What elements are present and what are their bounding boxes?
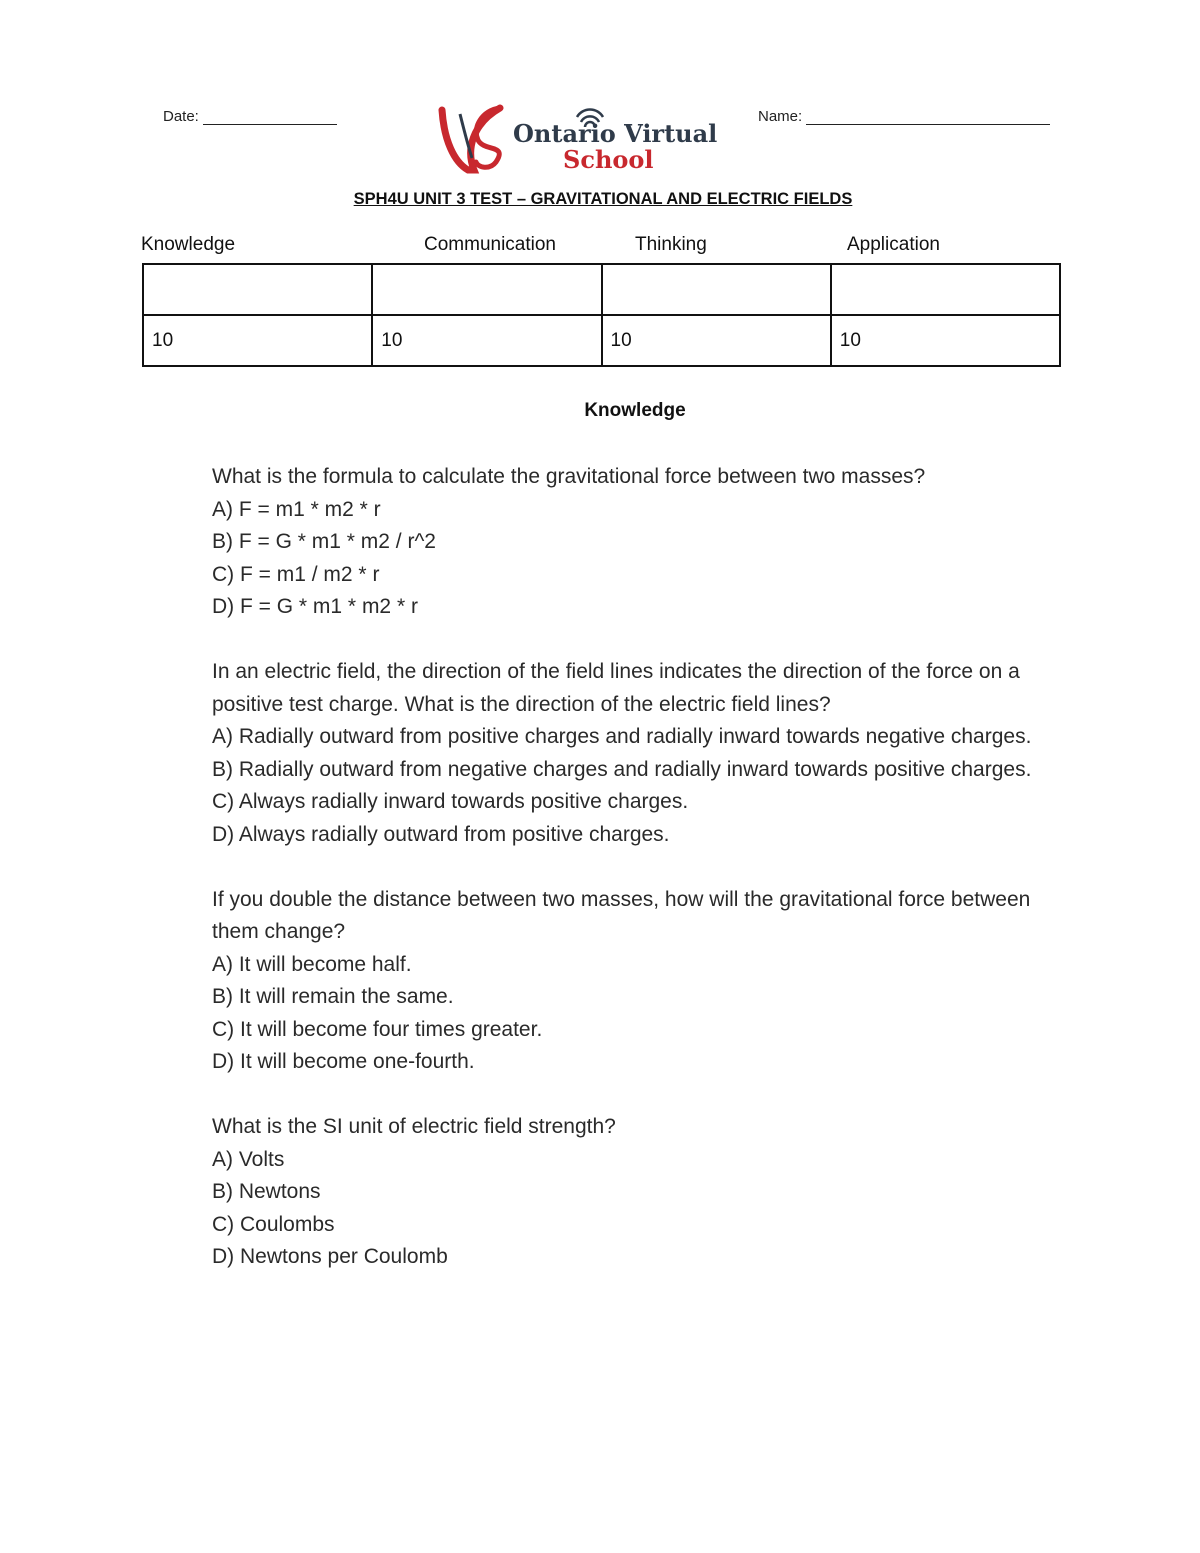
date-blank-line[interactable] [203,124,337,125]
score-cell-communication[interactable] [372,264,601,315]
question-text: What is the formula to calculate the gravitational force between two masses? [212,465,926,488]
section-title: Knowledge [584,400,686,421]
score-cell-thinking[interactable] [602,264,831,315]
answer-option: C) Always radially inward towards positive charges. [212,790,689,813]
question [212,884,1052,1079]
question [212,461,1052,624]
question-text: What is the SI unit of electric field strength? [212,1115,616,1138]
test-title: SPH4U UNIT 3 TEST – GRAVITATIONAL AND ELECTRIC FIELDS [353,190,853,208]
answer-option: B) Newtons [212,1180,321,1203]
total-cell-thinking: 10 [602,315,831,366]
total-cell-communication: 10 [372,315,601,366]
score-total-row [143,315,1060,366]
answer-option: B) F = G * m1 * m2 / r^2 [212,530,436,553]
score-cell-knowledge[interactable] [143,264,372,315]
name-label: Name: [758,108,803,125]
category-knowledge: Knowledge [141,234,236,255]
answer-option: C) It will become four times greater. [212,1017,543,1041]
question-text: If you double the distance between two masses, how will the gravitational force between them change? [212,887,1031,943]
answer-option: B) It will remain the same. [212,985,454,1008]
question [212,656,1052,851]
answer-option: C) F = m1 / m2 * r [212,562,380,586]
date-label: Date: [163,108,199,125]
total-cell-knowledge: 10 [143,315,372,366]
category-thinking: Thinking [635,234,707,255]
answer-option: D) F = G * m1 * m2 * r [212,595,418,618]
category-application: Application [847,234,940,255]
score-table [142,263,1061,367]
question-text: In an electric field, the direction of the field lines indicates the direction of the force on a positive test charge. What is the direction of the electric field lines? [212,660,1020,716]
logo-text-ontario-virtual: Ontario Virtual [513,119,718,148]
question-list [212,461,1052,1306]
score-earned-row [143,264,1060,315]
answer-option: C) Coulombs [212,1212,335,1236]
answer-option: A) Radially outward from positive charges and radially inward towards negative charges. [212,725,1032,748]
question [212,1111,1052,1274]
total-cell-application: 10 [831,315,1060,366]
answer-option: A) F = m1 * m2 * r [212,497,381,521]
answer-option: D) It will become one-fourth. [212,1050,475,1073]
logo-text-school: School [563,145,654,174]
score-cell-application[interactable] [831,264,1060,315]
answer-option: D) Always radially outward from positive charges. [212,822,670,846]
answer-option: A) It will become half. [212,952,412,976]
category-communication: Communication [424,234,556,255]
name-blank-line[interactable] [806,124,1050,125]
answer-option: D) Newtons per Coulomb [212,1245,448,1268]
answer-option: A) Volts [212,1147,285,1171]
answer-option: B) Radially outward from negative charges and radially inward towards positive charges. [212,757,1032,781]
